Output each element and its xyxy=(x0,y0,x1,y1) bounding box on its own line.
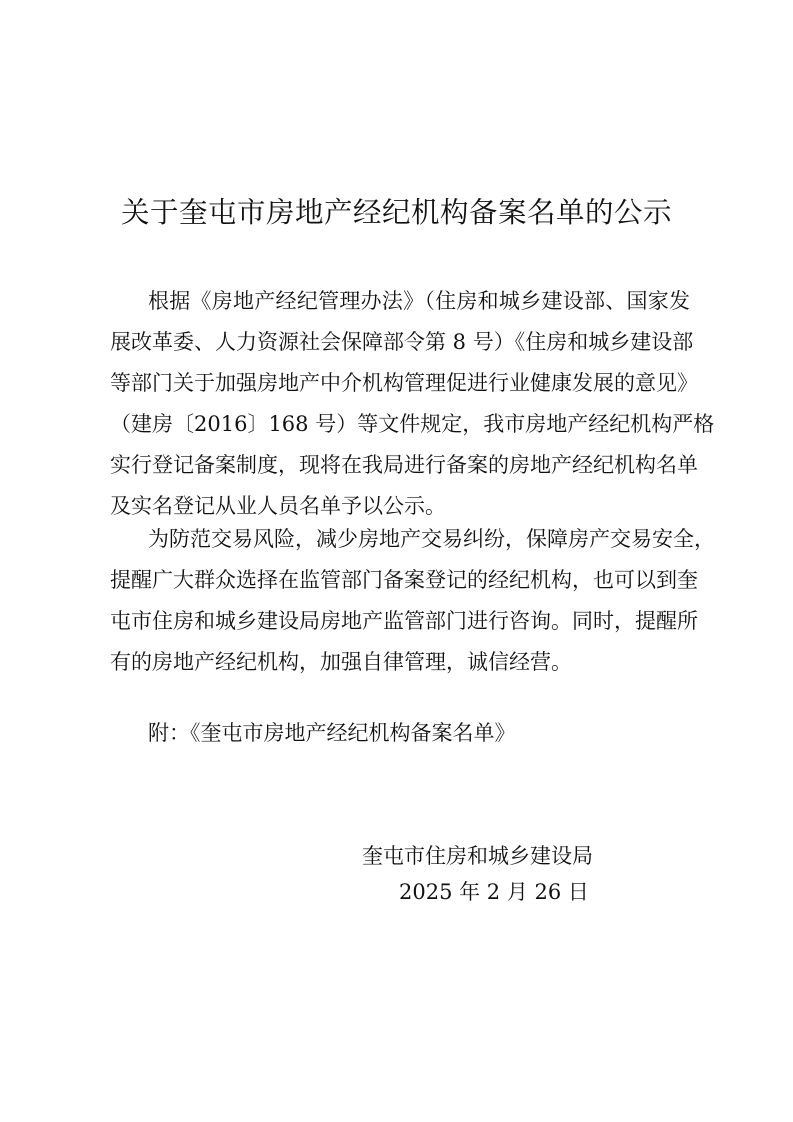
document-title: 关于奎屯市房地产经纪机构备案名单的公示 xyxy=(120,196,672,229)
paragraph-2-line: 屯市住房和城乡建设局房地产监管部门进行咨询。同时，提醒所 xyxy=(110,609,698,633)
paragraph-1-line: 及实名登记从业人员名单予以公示。 xyxy=(110,494,446,518)
paragraph-1-line: 实行登记备案制度，现将在我局进行备案的房地产经纪机构名单 xyxy=(110,453,698,477)
issuing-organization: 奎屯市住房和城乡建设局 xyxy=(362,844,593,868)
paragraph-2-line: 提醒广大群众选择在监管部门备案登记的经纪机构，也可以到奎 xyxy=(110,568,698,592)
paragraph-1-line: （建房〔2016〕168 号）等文件规定，我市房地产经纪机构严格 xyxy=(110,412,715,436)
paragraph-1-line: 等部门关于加强房地产中介机构管理促进行业健康发展的意见》 xyxy=(110,371,698,395)
attachment-note: 附：《奎屯市房地产经纪机构备案名单》 xyxy=(148,721,516,745)
paragraph-2-line: 有的房地产经纪机构，加强自律管理，诚信经营。 xyxy=(110,650,572,674)
issue-date: 2025 年 2 月 26 日 xyxy=(399,880,589,904)
paragraph-1-line: 根据《房地产经纪管理办法》（住房和城乡建设部、国家发 xyxy=(148,289,690,313)
paragraph-2-line: 为防范交易风险，减少房地产交易纠纷，保障房产交易安全， xyxy=(148,527,715,551)
paragraph-1-line: 展改革委、人力资源社会保障部令第 8 号）《住房和城乡建设部 xyxy=(110,330,694,354)
